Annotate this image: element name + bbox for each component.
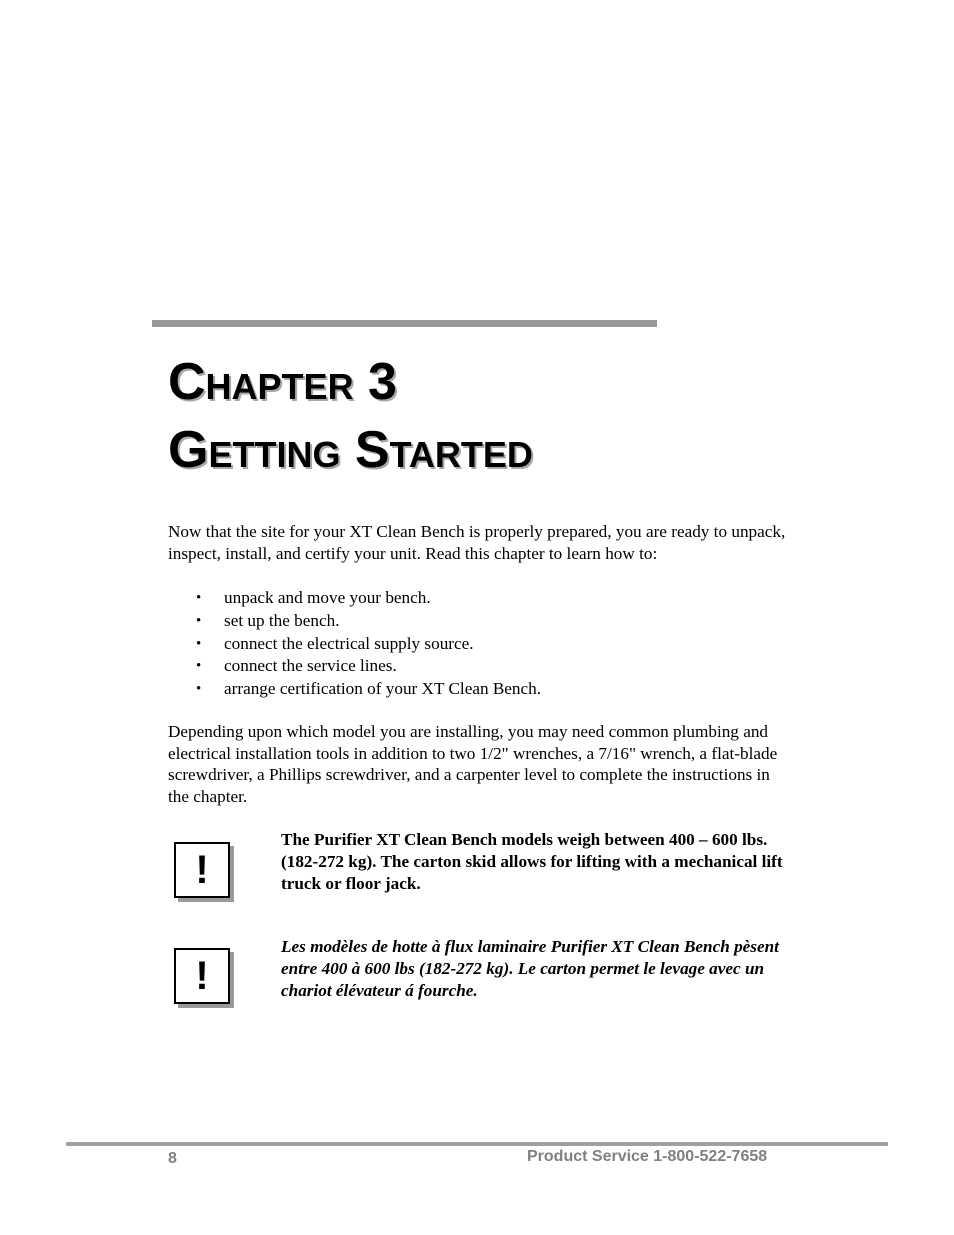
warning-text-english: The Purifier XT Clean Bench models weigh between 400 – 600 lbs. (182-272 kg). The carton skid allows for lifting with a mechanical lift truck or floor jack.: [281, 830, 783, 893]
list-item: • arrange certification of your XT Clean Bench.: [196, 678, 541, 701]
product-service-phone: Product Service 1-800-522-7658: [527, 1148, 768, 1165]
list-item: • set up the bench.: [196, 610, 541, 633]
page-number: 8: [168, 1150, 177, 1167]
chapter-number-heading: Chapter 3: [168, 353, 397, 411]
list-item: • connect the electrical supply source.: [196, 633, 541, 656]
warning-icon: !: [174, 948, 230, 1004]
task-list: [196, 587, 541, 701]
warning-icon: !: [174, 842, 230, 898]
list-item: • connect the service lines.: [196, 655, 541, 678]
list-item: • unpack and move your bench.: [196, 587, 541, 610]
chapter-title-heading: Getting Started: [168, 421, 533, 479]
tools-paragraph: Depending upon which model you are installing, you may need common plumbing and electrical installation tools in addition to two 1/2" wrenches, a 7/16" wrench, a flat-blade screwdriver, a Phillips screwdriver, and a carpenter level to complete the instructions in the chapter.: [168, 722, 778, 806]
footer-rule: [66, 1142, 888, 1146]
chapter-top-rule: [152, 320, 657, 327]
warning-text-french: Les modèles de hotte à flux laminaire Purifier XT Clean Bench pèsent entre 400 à 600 lbs (182-272 kg). Le carton permet le levage avec un chariot élévateur á fourche.: [281, 937, 779, 1000]
intro-paragraph: Now that the site for your XT Clean Bench is properly prepared, you are ready to unpack, inspect, install, and certify your unit. Read this chapter to learn how to:: [168, 522, 786, 563]
